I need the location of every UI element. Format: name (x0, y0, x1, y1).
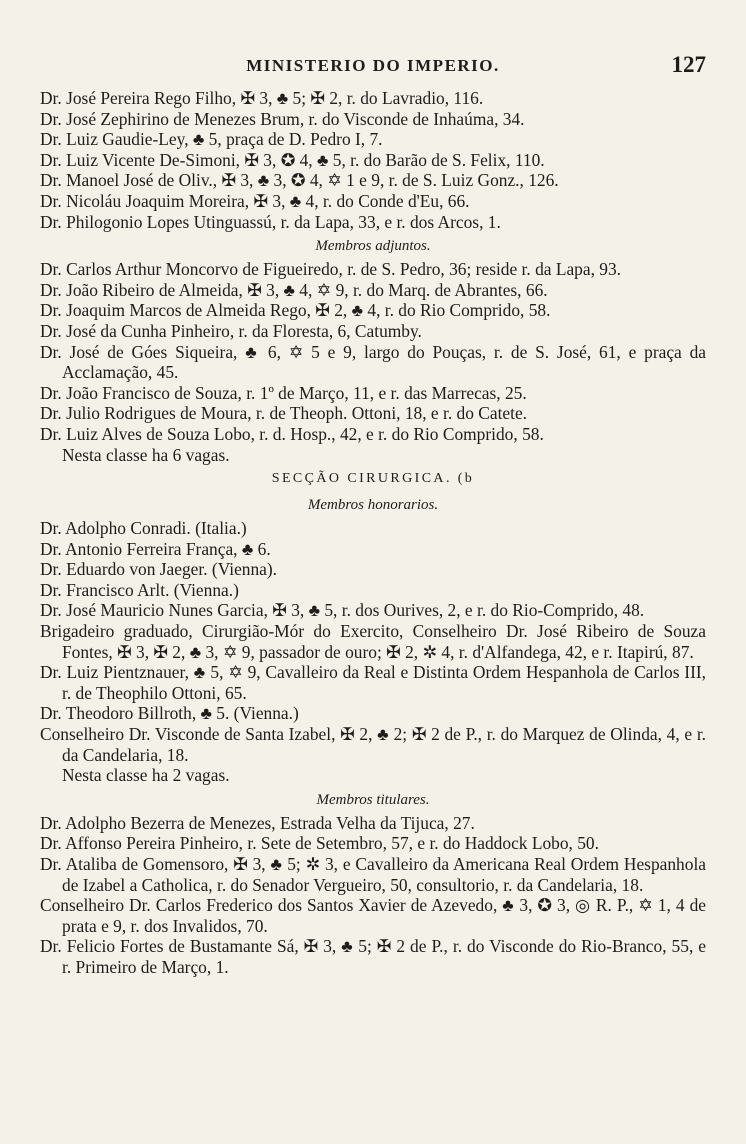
register-entry: Conselheiro Dr. Visconde de Santa Izabel, ✠ 2, ♣ 2; ✠ 2 de P., r. do Marquez de Olinda, 4, e r. da Candelaria, 18. (40, 724, 706, 765)
register-entry: Dr. Manoel José de Oliv., ✠ 3, ♣ 3, ✪ 4, ✡ 1 e 9, r. de S. Luiz Gonz., 126. (40, 170, 559, 191)
register-entry: Brigadeiro graduado, Cirurgião-Mór do Exercito, Conselheiro Dr. José Ribeiro de Souza Fontes, ✠ 3, ✠ 2, ♣ 3, ✡ 9, passador de ouro; ✠ 2, ✲ 4, r. d'Alfandega, 42, e r. Itapirú, 87. (40, 621, 706, 662)
register-entry: Dr. Joaquim Marcos de Almeida Rego, ✠ 2, ♣ 4, r. do Rio Comprido, 58. (40, 300, 551, 321)
page-header (40, 52, 706, 84)
register-entry: Dr. José da Cunha Pinheiro, r. da Floresta, 6, Catumby. (40, 320, 422, 341)
page-body (40, 88, 706, 978)
register-entry: Dr. Antonio Ferreira França, ♣ 6. (40, 538, 271, 559)
register-entry: Dr. José Mauricio Nunes Garcia, ✠ 3, ♣ 5, r. dos Ourives, 2, e r. do Rio-Comprido, 48. (40, 600, 645, 621)
vacancy-note: Nesta classe ha 6 vagas. (62, 444, 230, 465)
register-entry: Dr. José Zephirino de Menezes Brum, r. do Visconde de Inhaúma, 34. (40, 108, 525, 129)
register-entry: Dr. Luiz Vicente De-Simoni, ✠ 3, ✪ 4, ♣ 5, r. do Barão de S. Felix, 110. (40, 149, 545, 170)
section-heading: SECÇÃO CIRURGICA. (b (271, 471, 475, 487)
register-entry: Dr. Francisco Arlt. (Vienna.) (40, 579, 239, 600)
running-title: MINISTERIO DO IMPERIO. (246, 56, 500, 75)
register-entry: Dr. Carlos Arthur Moncorvo de Figueiredo, r. de S. Pedro, 36; reside r. da Lapa, 93. (40, 259, 622, 280)
subsection-heading: Membros adjuntos. (315, 238, 431, 255)
vacancy-note: Nesta classe ha 2 vagas. (62, 765, 230, 786)
register-entry: Dr. Theodoro Billroth, ♣ 5. (Vienna.) (40, 703, 299, 724)
register-entry: Dr. Ataliba de Gomensoro, ✠ 3, ♣ 5; ✲ 3, e Cavalleiro da Americana Real Ordem Hespanhola de Izabel a Catholica, r. do Senador Vergueiro, 50, consultorio, r. da Candelaria, 18. (40, 854, 706, 895)
subsection-heading: Membros honorarios. (307, 497, 439, 514)
register-entry: Conselheiro Dr. Carlos Frederico dos Santos Xavier de Azevedo, ♣ 3, ✪ 3, ◎ R. P., ✡ 1, 4 de prata e 9, r. dos Invalidos, 70. (40, 895, 706, 936)
register-entry: Dr. José Pereira Rego Filho, ✠ 3, ♣ 5; ✠ 2, r. do Lavradio, 116. (40, 88, 484, 108)
register-entry: Dr. Adolpho Bezerra de Menezes, Estrada Velha da Tijuca, 27. (40, 812, 475, 833)
register-entry: Dr. José de Góes Siqueira, ♣ 6, ✡ 5 e 9, largo do Pouças, r. de S. José, 61, e praça da Acclamação, 45. (40, 341, 706, 383)
register-entry: Dr. Philogonio Lopes Utinguassú, r. da Lapa, 33, e r. dos Arcos, 1. (40, 211, 501, 232)
register-entry: Dr. Felicio Fortes de Bustamante Sá, ✠ 3, ♣ 5; ✠ 2 de P., r. do Visconde do Rio-Branco, 55, e r. Primeiro de Março, 1. (40, 936, 706, 977)
register-entry: Dr. Julio Rodrigues de Moura, r. de Theoph. Ottoni, 18, e r. do Catete. (40, 403, 528, 424)
subsection-heading: Membros titulares. (316, 791, 430, 808)
register-entry: Dr. Luiz Alves de Souza Lobo, r. d. Hosp., 42, e r. do Rio Comprido, 58. (40, 423, 544, 444)
register-entry: Dr. Luiz Gaudie-Ley, ♣ 5, praça de D. Pedro I, 7. (40, 129, 383, 150)
register-entry: Dr. João Francisco de Souza, r. 1º de Março, 11, e r. das Marrecas, 25. (40, 382, 527, 403)
register-entry: Dr. Affonso Pereira Pinheiro, r. Sete de Setembro, 57, e r. do Haddock Lobo, 50. (40, 833, 599, 854)
page-number: 127 (671, 52, 706, 77)
register-entry: Dr. Luiz Pientznauer, ♣ 5, ✡ 9, Cavalleiro da Real e Distinta Ordem Hespanhola de Carlos III, r. de Theophilo Ottoni, 65. (40, 662, 706, 703)
register-entry: Dr. Adolpho Conradi. (Italia.) (40, 518, 247, 539)
register-entry: Dr. Eduardo von Jaeger. (Vienna). (40, 559, 278, 580)
register-entry: Dr. Nicoláu Joaquim Moreira, ✠ 3, ♣ 4, r. do Conde d'Eu, 66. (40, 190, 470, 211)
register-entry: Dr. João Ribeiro de Almeida, ✠ 3, ♣ 4, ✡ 9, r. do Marq. de Abrantes, 66. (40, 279, 548, 300)
